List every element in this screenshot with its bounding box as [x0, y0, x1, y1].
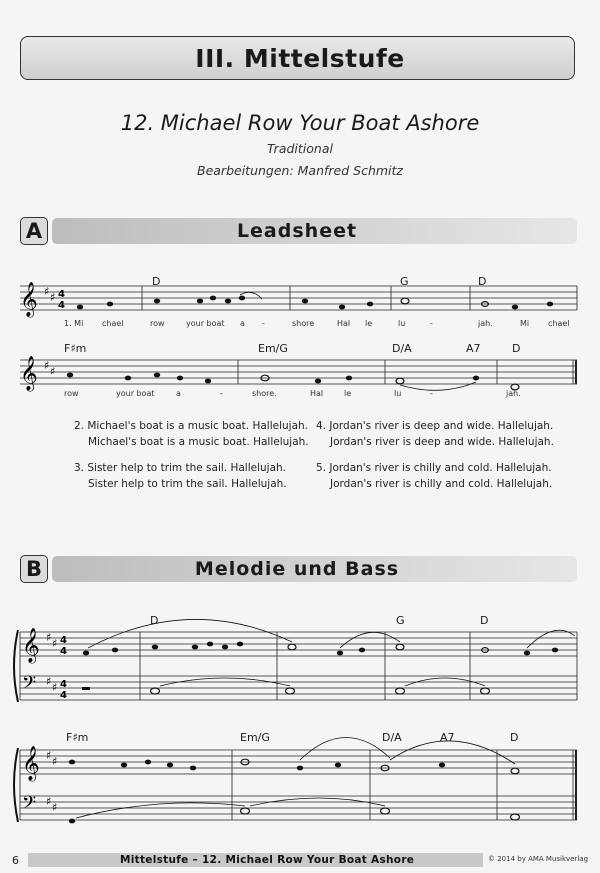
lyric: a	[240, 319, 245, 328]
section-a-title: Leadsheet	[236, 220, 358, 242]
treble-clef-icon: 𝄞	[20, 356, 38, 391]
chord-b2-4: A7	[440, 731, 455, 744]
footer-running-title: Mittelstufe – 12. Michael Row Your Boat Ashore	[120, 854, 415, 866]
lyric: shore	[292, 319, 315, 328]
verse-line: Jordan's river is deep and wide. Hallelujah.	[329, 420, 554, 432]
verse-number: 5.	[316, 462, 327, 474]
chord-b2-2: Em/G	[240, 731, 270, 744]
bass-clef-icon: 𝄢	[22, 673, 37, 698]
verse-line: Sister help to trim the sail. Hallelujah.	[87, 462, 287, 474]
verse-number: 2.	[74, 420, 85, 432]
chord-b2-3: D/A	[382, 731, 402, 744]
svg-text:♯: ♯	[46, 795, 52, 808]
lyric: le	[365, 319, 373, 328]
treble-clef-icon: 𝄞	[20, 282, 38, 317]
svg-text:4: 4	[60, 635, 67, 646]
lyric: your boat	[116, 389, 155, 398]
lyric: lu	[394, 389, 402, 398]
lyric: row	[64, 389, 79, 398]
svg-text:♯: ♯	[50, 291, 56, 304]
svg-text:♯: ♯	[50, 365, 56, 378]
chord-a2-5: D	[512, 342, 521, 355]
chord-a2-1: F♯m	[64, 342, 87, 355]
verse-number: 3.	[74, 462, 85, 474]
lyric: Hal	[337, 319, 351, 328]
verse-line: Michael's boat is a music boat. Hallelujah.	[88, 436, 309, 448]
lyric: row	[150, 319, 165, 328]
lyric: 1. Mi	[64, 319, 84, 328]
song-title: 12. Michael Row Your Boat Ashore	[120, 111, 480, 135]
svg-text:♯: ♯	[44, 285, 50, 298]
verse-line: Michael's boat is a music boat. Hallelujah.	[87, 420, 308, 432]
svg-text:♯: ♯	[44, 359, 50, 372]
treble-clef-icon: 𝄞	[22, 628, 40, 663]
section-a-badge: A	[20, 217, 48, 245]
chord-b1-1: D	[150, 614, 159, 627]
lyric: -	[430, 319, 433, 328]
lyric: Mi	[520, 319, 530, 328]
svg-text:♯: ♯	[52, 681, 58, 694]
lyric: chael	[548, 319, 570, 328]
lyric: a	[176, 389, 181, 398]
svg-text:♯: ♯	[46, 749, 52, 762]
chord-b1-3: D	[480, 614, 489, 627]
chord-b2-5: D	[510, 731, 519, 744]
svg-text:♯: ♯	[46, 675, 52, 688]
svg-text:♯: ♯	[52, 637, 58, 650]
verse-line: Sister help to trim the sail. Hallelujah.	[88, 478, 287, 490]
svg-text:♯: ♯	[52, 801, 58, 814]
chord-a2-3: D/A	[392, 342, 412, 355]
verse-2	[74, 418, 309, 450]
verse-line: Jordan's river is deep and wide. Hallelujah.	[330, 436, 554, 448]
section-b-badge: B	[20, 555, 48, 583]
song-arranger: Bearbeitungen: Manfred Schmitz	[197, 163, 403, 178]
svg-text:♯: ♯	[52, 755, 58, 768]
svg-text:4: 4	[60, 690, 67, 701]
lyric: jah.	[478, 319, 493, 328]
lyric: chael	[102, 319, 124, 328]
verse-number: 4.	[316, 420, 327, 432]
lyric: jah.	[506, 389, 521, 398]
verse-5	[316, 460, 552, 492]
chapter-title: III. Mittelstufe	[195, 44, 405, 73]
lyric: your boat	[186, 319, 225, 328]
svg-text:4: 4	[60, 679, 67, 690]
lyric: -	[262, 319, 265, 328]
lyric: Hal	[310, 389, 324, 398]
lyric: shore.	[252, 389, 277, 398]
lyric: le	[344, 389, 352, 398]
chord-a2-4: A7	[466, 342, 481, 355]
chord-a1-3: D	[478, 275, 487, 288]
verse-4	[316, 418, 554, 450]
svg-text:♯: ♯	[46, 631, 52, 644]
section-b-title: Melodie und Bass	[194, 558, 400, 580]
svg-text:4: 4	[60, 646, 67, 657]
verse-3	[74, 460, 287, 492]
chord-b1-2: G	[396, 614, 405, 627]
song-origin: Traditional	[267, 141, 333, 156]
chord-a1-2: G	[400, 275, 409, 288]
treble-clef-icon: 𝄞	[22, 746, 40, 781]
lyric: -	[430, 389, 433, 398]
verse-line: Jordan's river is chilly and cold. Hallelujah.	[329, 462, 552, 474]
svg-text:4: 4	[58, 289, 65, 300]
lyric: lu	[398, 319, 406, 328]
chord-a2-2: Em/G	[258, 342, 288, 355]
chord-b2-1: F♯m	[66, 731, 89, 744]
lyric: -	[220, 389, 223, 398]
page-number: 6	[12, 854, 19, 867]
footer-copyright: © 2014 by AMA Musikverlag	[488, 855, 589, 863]
verse-line: Jordan's river is chilly and cold. Hallelujah.	[330, 478, 553, 490]
bass-clef-icon: 𝄢	[22, 793, 37, 818]
grand-staff-1	[0, 600, 600, 710]
svg-text:4: 4	[58, 300, 65, 311]
chord-a1-1: D	[152, 275, 161, 288]
